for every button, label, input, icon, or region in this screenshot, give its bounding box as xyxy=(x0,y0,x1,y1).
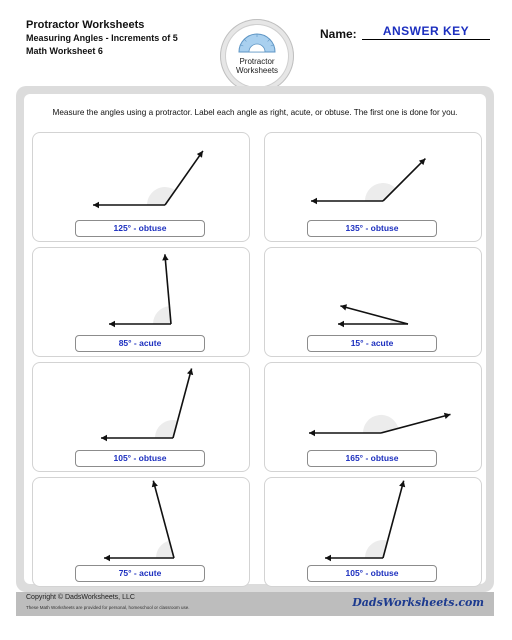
angle-diagram xyxy=(33,248,249,334)
arrowhead-icon xyxy=(187,369,193,376)
name-underline xyxy=(362,39,490,40)
arrowhead-icon xyxy=(152,481,158,488)
arrowhead-icon xyxy=(101,435,107,441)
angle-ray-arm xyxy=(383,481,404,558)
arrowhead-icon xyxy=(197,151,203,158)
instructions: Measure the angles using a protractor. Label each angle as right, acute, or obtuse. The first one is done for you. xyxy=(52,108,458,117)
arrowhead-icon xyxy=(444,413,451,419)
name-label: Name: xyxy=(320,27,357,41)
angle-diagram xyxy=(33,133,249,219)
arrowhead-icon xyxy=(93,202,99,208)
arrowhead-icon xyxy=(162,254,168,260)
answer-box: 165° - obtuse xyxy=(307,450,437,467)
angle-ray-arm xyxy=(383,159,425,201)
problem-card-1 xyxy=(32,132,250,242)
angle-diagram xyxy=(265,133,481,219)
arrowhead-icon xyxy=(309,430,315,436)
problem-card-3 xyxy=(32,247,250,357)
arrowhead-icon xyxy=(325,555,331,561)
name-value: ANSWER KEY xyxy=(382,24,470,38)
arrowhead-icon xyxy=(340,304,347,310)
worksheet-title: Protractor Worksheets xyxy=(26,19,145,31)
logo-line-1: Protractor xyxy=(239,57,275,66)
copyright-text: Copyright © DadsWorksheets, LLC xyxy=(26,594,135,601)
angle-diagram xyxy=(33,478,249,564)
arrowhead-icon xyxy=(399,481,405,488)
problem-card-8 xyxy=(264,477,482,587)
angle-diagram xyxy=(265,248,481,334)
worksheet-body xyxy=(24,94,486,584)
answer-box: 125° - obtuse xyxy=(75,220,205,237)
arrowhead-icon xyxy=(311,198,317,204)
protractor-icon xyxy=(238,31,276,53)
answer-box: 85° - acute xyxy=(75,335,205,352)
problem-card-6 xyxy=(264,362,482,472)
angle-ray-arm xyxy=(340,306,408,324)
worksheet-number: Math Worksheet 6 xyxy=(26,46,103,56)
angle-ray-arm xyxy=(173,369,192,439)
answer-box: 105° - obtuse xyxy=(307,565,437,582)
answer-box: 105° - obtuse xyxy=(75,450,205,467)
worksheet-frame xyxy=(16,86,494,592)
problem-card-7 xyxy=(32,477,250,587)
arrowhead-icon xyxy=(104,555,110,561)
arrowhead-icon xyxy=(338,321,344,327)
problem-card-2 xyxy=(264,132,482,242)
answer-box: 15° - acute xyxy=(307,335,437,352)
angle-diagram xyxy=(33,363,249,449)
answer-box: 75° - acute xyxy=(75,565,205,582)
angle-diagram xyxy=(265,363,481,449)
footer xyxy=(16,592,494,616)
logo-line-2: Worksheets xyxy=(235,66,279,75)
arrowhead-icon xyxy=(109,321,115,327)
problem-card-4 xyxy=(264,247,482,357)
answer-box: 135° - obtuse xyxy=(307,220,437,237)
angle-ray-arm xyxy=(165,151,203,205)
protractor-logo xyxy=(220,19,294,93)
worksheet-header xyxy=(26,18,178,58)
brand-logo: DadsWorksheets.com xyxy=(352,596,484,609)
problem-card-5 xyxy=(32,362,250,472)
disclaimer-text: These Math Worksheets are provided for personal, homeschool or classroom use. xyxy=(26,605,190,610)
angle-diagram xyxy=(265,478,481,564)
angle-shade xyxy=(153,306,171,324)
worksheet-subtitle: Measuring Angles - Increments of 5 xyxy=(26,33,178,43)
name-field xyxy=(320,24,492,44)
